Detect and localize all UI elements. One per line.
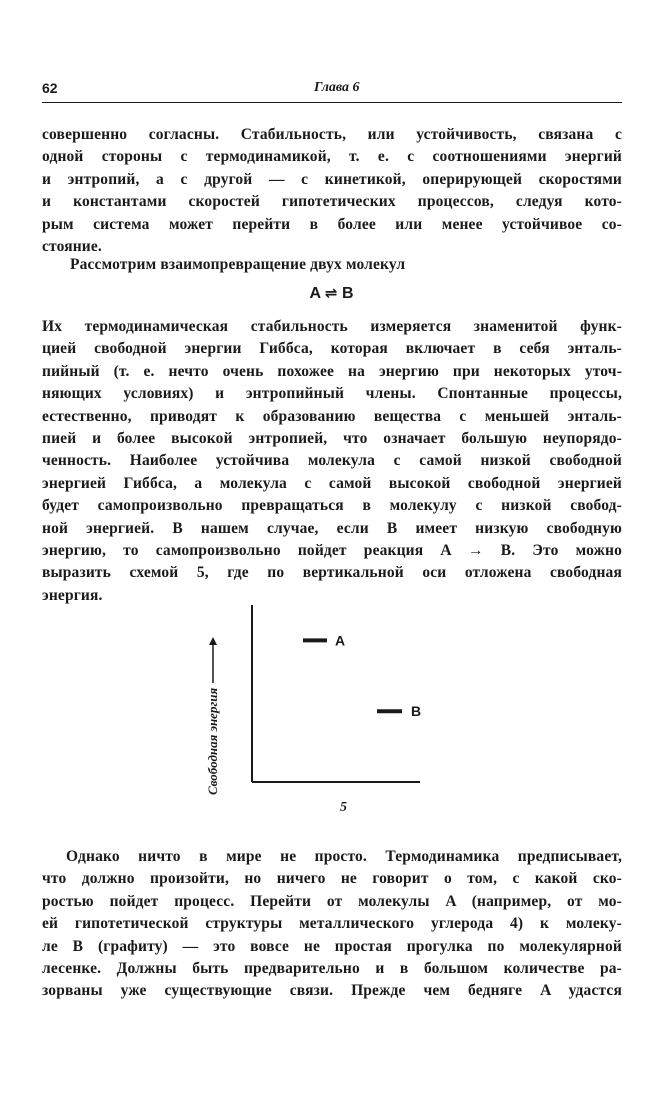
text-line: и энтропий, а с другой — с кинетикой, оперирующей скоростями: [42, 170, 622, 188]
y-axis-label: Свободная энергия: [205, 687, 220, 795]
text-line: энергию, то самопроизвольно пойдет реакция A → B. Это можно: [42, 542, 622, 560]
text-line: Однако ничто в мире не просто. Термодинамика предписывает,: [66, 848, 622, 865]
text-line: одной стороны с термодинамикой, т. е. с соотношениями энергий: [42, 148, 622, 166]
page-number: 62: [42, 80, 58, 96]
text-line: что должно произойти, но ничего не говорит о том, с какой ско-: [42, 870, 622, 888]
text-line: ной энергией. В нашем случае, если B имеет низкую свободную: [42, 519, 622, 537]
text-line: стояние.: [42, 238, 102, 256]
text-line: лесенке. Должны быть предварительно и в большом количестве ра-: [42, 960, 622, 978]
reaction-equation: [0, 284, 663, 303]
text-line: пийный (т. е. нечто очень похожее на энергию при некоторых уточ-: [42, 362, 622, 380]
text-line: энергией Гиббса, а молекула с самой высокой свободной энергией: [42, 474, 622, 492]
text-line: зорваны уже существующие связи. Прежде чем бедняге A удастся: [42, 982, 622, 1000]
text-line: энергия.: [42, 586, 103, 604]
text-line: Рассмотрим взаимопревращение двух молекул: [70, 256, 406, 273]
text-line: рым система может перейти в более или менее устойчивое со-: [42, 215, 622, 233]
text-line: ле B (графиту) — это вовсе не простая прогулка по молекулярной: [42, 937, 622, 955]
energy-diagram: [195, 600, 455, 830]
paragraph-4: [42, 846, 622, 1003]
paragraph-1: [42, 124, 622, 258]
text-line: ченность. Наиболее устойчива молекула с самой низкой свободной: [42, 452, 622, 470]
equilibrium-arrow-icon: ⇌: [324, 285, 338, 302]
arrow-up-icon: [209, 637, 217, 645]
y-axis-label-group: [205, 637, 220, 795]
text-line: Их термодинамическая стабильность измеряется знаменитой функ-: [42, 318, 622, 335]
paragraph-3: [42, 316, 622, 607]
chapter-title: Глава 6: [314, 80, 360, 95]
energy-level-a-label: A: [335, 632, 346, 649]
text-line: и константами скоростей гипотетических процессов, следуя кото-: [42, 193, 622, 211]
page-header: [42, 80, 622, 103]
energy-level-b-label: B: [411, 703, 422, 720]
text-line: няющих условиях) и энтропийный члены. Спонтанные процессы,: [42, 385, 622, 403]
reaction-right: B: [341, 285, 354, 302]
text-line: ростью пойдет процесс. Перейти от молекулы A (например, от мо-: [42, 892, 622, 910]
text-line: естественно, приводят к образованию вещества с меньшей энталь-: [42, 407, 622, 425]
text-line: ей гипотетической структуры металлического углерода 4) к молеку-: [42, 915, 622, 933]
paragraph-2: [42, 254, 622, 276]
reaction-left: A: [309, 285, 321, 302]
figure-number: 5: [340, 800, 347, 815]
text-line: совершенно согласны. Стабильность, или устойчивость, связана с: [42, 126, 622, 143]
text-line: выразить схемой 5, где по вертикальной оси отложена свободная: [42, 564, 622, 582]
text-line: пией и более высокой энтропией, что означает большую неупорядо-: [42, 430, 622, 448]
text-line: будет самопроизвольно превращаться в молекулу с низкой свобод-: [42, 497, 622, 515]
text-line: цией свободной энергии Гиббса, которая включает в себя энталь-: [42, 340, 622, 358]
